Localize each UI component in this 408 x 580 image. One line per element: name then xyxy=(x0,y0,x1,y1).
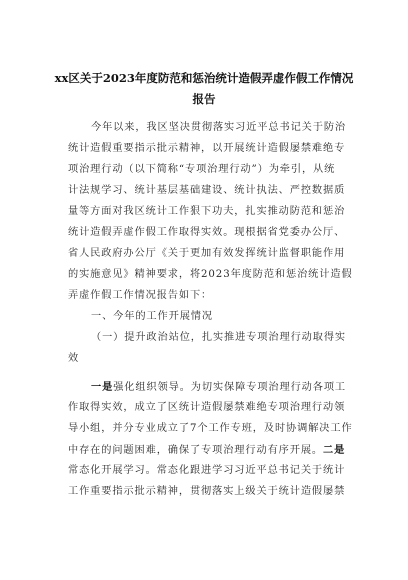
paragraph-line: 省人民政府办公厅《关于更加有效发挥统计监督职能作用 xyxy=(68,248,346,259)
paragraph-line: 统计造假弄虚作假工作取得实效。现根据省党委办公厅、 xyxy=(68,227,346,238)
paragraph-line xyxy=(91,379,351,396)
paragraph-line: 计法规学习、统计基层基础建设、统计执法、严控数据质 xyxy=(68,185,346,196)
section-heading: 一、今年的工作开展情况 xyxy=(91,311,213,322)
paragraph-line: 导小组，并分专业成立了7个工作专班，及时协调解决工作 xyxy=(68,423,353,434)
document-title: xx区关于2023年度防范和惩治统计造假弄虚作假工作情况 xyxy=(54,71,354,85)
bold-lead: 二是 xyxy=(323,444,346,456)
paragraph-line: 的实施意见》精神要求，将2023年度防范和惩治统计造假 xyxy=(68,269,353,280)
document-title-continued: 报告 xyxy=(192,92,216,106)
subsection-heading: （一）提升政治站位，扎实推进专项治理行动取得实 xyxy=(91,332,347,343)
paragraph-line: 今年以来，我区坚决贯彻落实习近平总书记关于防治 xyxy=(91,122,347,133)
paragraph-line: 工作重要指示批示精神，贯彻落实上级关于统计造假屡禁 xyxy=(68,486,346,497)
paragraph-text: 强化组织领导。为切实保障专项治理行动各项工 xyxy=(113,382,347,393)
subsection-heading-continued: 效 xyxy=(68,353,80,364)
bold-lead: 一是 xyxy=(91,381,114,393)
paragraph-line: 统计造假重要指示批示精神，以开展统计造假屡禁难绝专 xyxy=(68,143,346,154)
paragraph-line: 项治理行动（以下简称“专项治理行动”）为牵引，从统 xyxy=(68,164,336,175)
paragraph-text: 中存在的问题困难，确保了专项治理行动有序开展。 xyxy=(68,445,324,456)
paragraph-line: 量等方面对我区统计工作狠下功夫，扎实推动防范和惩治 xyxy=(68,206,346,217)
paragraph-line: 弄虚作假工作情况报告如下： xyxy=(68,290,213,301)
paragraph-line xyxy=(68,442,350,459)
paragraph-line: 作取得实效，成立了区统计造假屡禁难绝专项治理行动领 xyxy=(68,402,346,413)
paragraph-line: 常态化开展学习。常态化跟进学习习近平总书记关于统计 xyxy=(68,465,346,476)
